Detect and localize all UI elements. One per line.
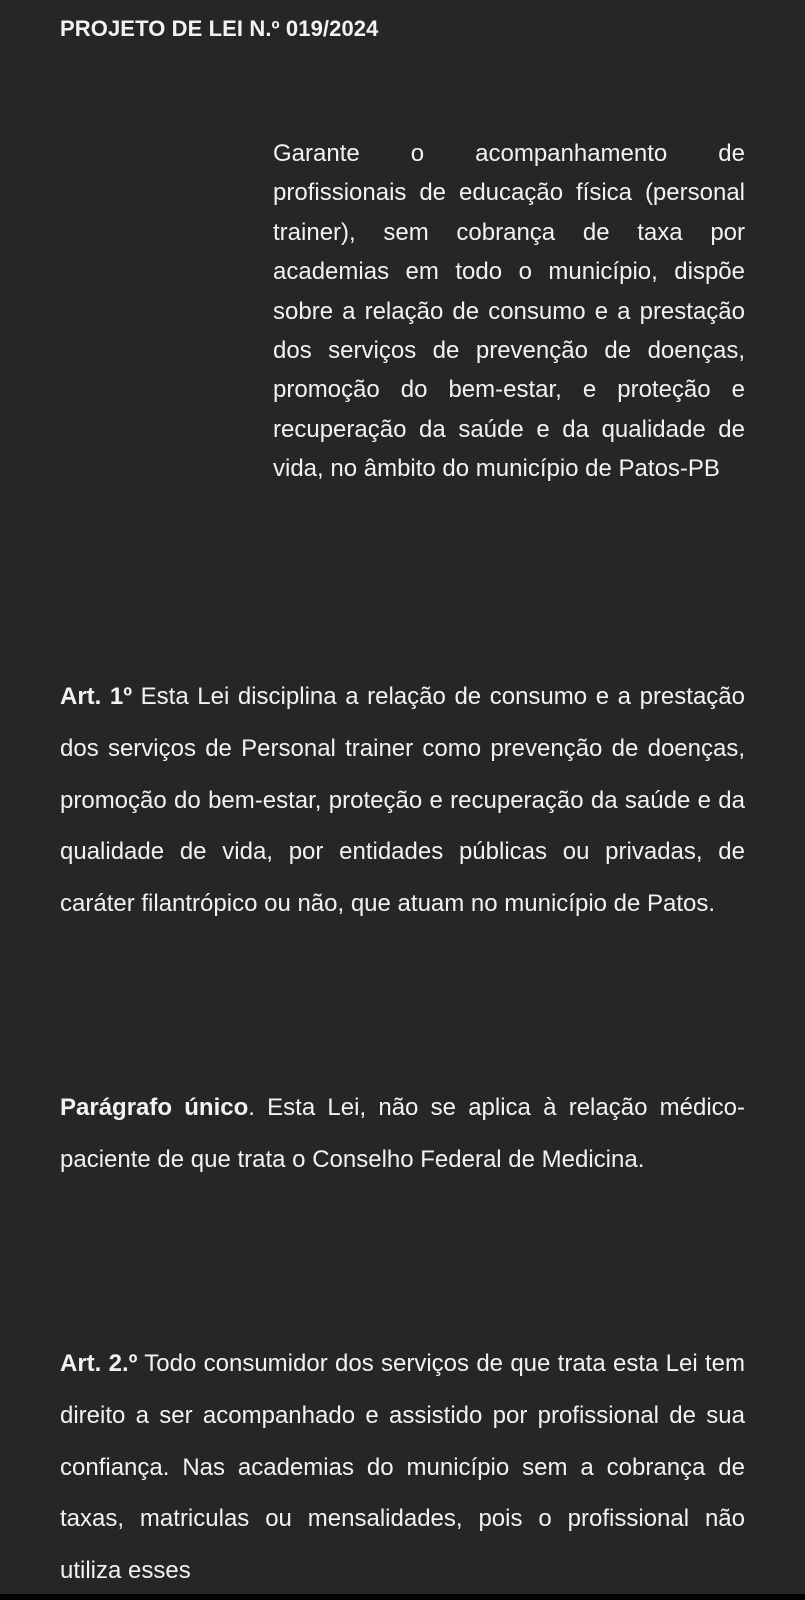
bill-summary: Garante o acompanhamento de profissionais de educação física (personal trainer), sem cobrança de taxa por academias em todo o município, dispõe sobre a relação de consumo e a prestação dos serviços de prevenção de doenças, promoção do bem-estar, e proteção e recuperação da saúde e da qualidade de vida, no âmbito do município de Patos-PB <box>273 140 745 483</box>
sole-paragraph-label: Parágrafo único <box>60 1094 249 1121</box>
sole-paragraph-text: . Esta Lei, não se aplica à relação médico-paciente de que trata o Conselho Federal de Medicina. <box>60 1094 746 1173</box>
article-2-text: Todo consumidor dos serviços de que trata esta Lei tem direito a ser acompanhado e assistido por profissional de sua confiança. Nas academias do município sem a cobrança de taxas, matriculas ou mensalidades, pois o profissional não utiliza esses <box>60 1350 746 1585</box>
article-1-label: Art. 1º <box>60 683 133 710</box>
bill-title: PROJETO DE LEI N.º 019/2024 <box>60 16 379 41</box>
article-2-label: Art. 2.º <box>60 1350 138 1377</box>
article-1-text: Esta Lei disciplina a relação de consumo e a prestação dos serviços de Personal trainer como prevenção de doenças, promoção do bem-estar, proteção e recuperação da saúde e da qualidade de vida, por entidades públicas ou privadas, de caráter filantrópico ou não, que atuam no município de Patos. <box>60 683 745 918</box>
article-2 <box>60 1338 745 1594</box>
bottom-edge <box>0 1594 805 1600</box>
